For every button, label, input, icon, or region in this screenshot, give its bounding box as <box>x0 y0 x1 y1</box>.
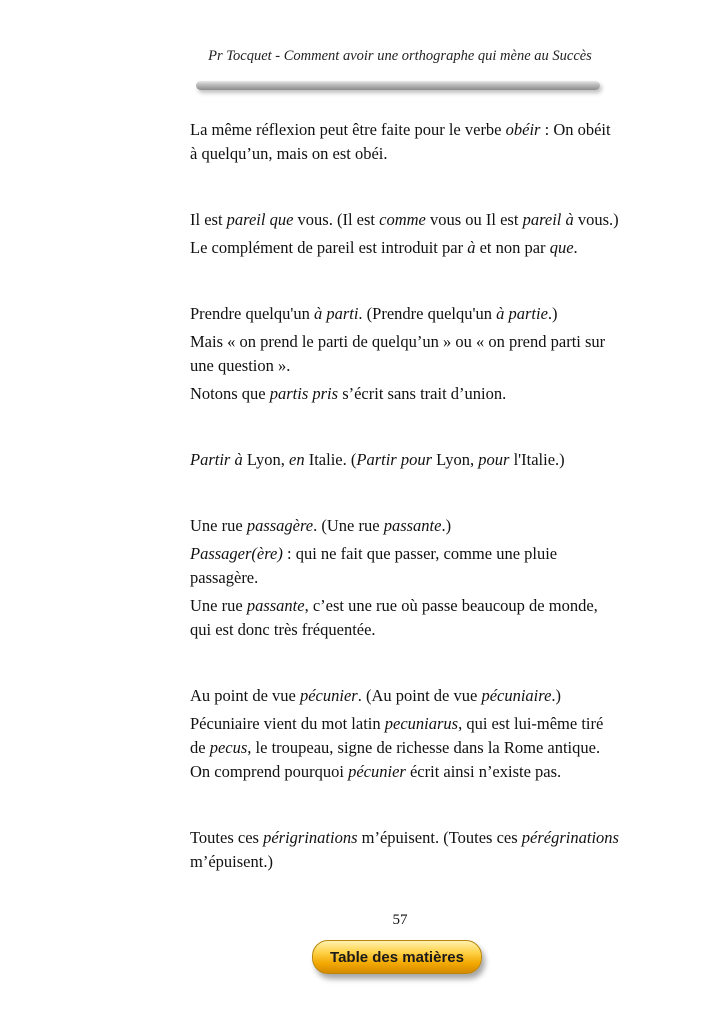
page-header <box>192 48 608 90</box>
text-run: .) <box>547 304 558 323</box>
text-run: Il est <box>190 210 227 229</box>
italic-term: pareil à <box>522 210 574 229</box>
paragraph-block <box>190 302 622 406</box>
italic-term: pecus <box>209 738 248 757</box>
text-run: . (Une rue <box>313 516 384 535</box>
italic-term: passagère <box>246 516 314 535</box>
paragraph-line <box>190 236 622 260</box>
italic-term: que <box>549 238 574 257</box>
text-run: Pécuniaire vient du mot latin <box>190 714 385 733</box>
italic-term: pareil que <box>226 210 294 229</box>
italic-term: comme <box>379 210 426 229</box>
paragraph-line <box>190 302 622 326</box>
paragraph-block <box>190 208 622 260</box>
text-run: m’épuisent. (Toutes ces <box>357 828 522 847</box>
paragraph-line <box>190 330 622 378</box>
toc-button-label: Table des matières <box>330 948 464 966</box>
paragraph-line <box>190 208 622 232</box>
italic-term: Partir à <box>190 450 243 469</box>
italic-term: à parti <box>313 304 359 323</box>
paragraph-line <box>190 542 622 590</box>
main-content <box>190 118 622 874</box>
paragraph-gap <box>190 166 622 208</box>
paragraph-gap <box>190 784 622 826</box>
paragraph-line <box>190 382 622 406</box>
paragraph-gap <box>190 406 622 448</box>
header-title: Pr Tocquet - Comment avoir une orthographe qui mène au Succès <box>208 48 592 64</box>
text-run: : On obéit à quelqu’un, mais on est obéi. <box>190 120 611 163</box>
text-run: .) <box>551 686 562 705</box>
italic-term: Passager(ère) <box>190 544 283 563</box>
italic-term: passante <box>383 516 442 535</box>
paragraph-line <box>190 712 622 784</box>
text-run: Notons que <box>190 384 270 403</box>
italic-term: pécunier <box>348 762 406 781</box>
paragraph-line <box>190 594 622 642</box>
paragraph-gap <box>190 260 622 302</box>
text-run: . (Au point de vue <box>357 686 482 705</box>
table-of-contents-button[interactable] <box>312 940 482 974</box>
text-run: : qui ne fait que passer, comme une pluie passagère. <box>190 544 558 587</box>
text-run: Au point de vue <box>190 686 300 705</box>
paragraph-line <box>190 826 622 874</box>
paragraph-line <box>190 448 622 472</box>
italic-term: pécunier <box>299 686 358 705</box>
text-run: l'Italie.) <box>509 450 565 469</box>
text-run: Une rue <box>190 516 247 535</box>
paragraph-line <box>190 684 622 708</box>
italic-term: en <box>289 450 305 469</box>
text-run: Le complément de pareil est introduit par <box>190 238 468 257</box>
text-run: Italie. ( <box>304 450 357 469</box>
italic-term: pour <box>478 450 510 469</box>
text-run: Prendre quelqu'un <box>190 304 314 323</box>
italic-term: obéir <box>505 120 541 139</box>
page-number: 57 <box>392 912 408 928</box>
text-run: Lyon, <box>242 450 290 469</box>
text-run: vous. (Il est <box>293 210 380 229</box>
italic-term: à partie <box>496 304 548 323</box>
text-run: et non par <box>475 238 550 257</box>
page-number-wrap <box>0 912 728 929</box>
text-run: Lyon, <box>432 450 479 469</box>
text-run: vous ou Il est <box>425 210 523 229</box>
italic-term: pecuniarus <box>384 714 459 733</box>
paragraph-block <box>190 118 622 166</box>
text-run: . <box>573 238 578 257</box>
italic-term: Partir pour <box>356 450 432 469</box>
paragraph-gap <box>190 472 622 514</box>
text-run: Une rue <box>190 596 247 615</box>
paragraph-block <box>190 448 622 472</box>
text-run: , c’est une rue où passe beaucoup de monde, qui est donc très fréquentée. <box>190 596 598 639</box>
header-divider-bar <box>196 81 600 90</box>
paragraph-block <box>190 826 622 874</box>
italic-term: partis pris <box>269 384 339 403</box>
text-run: , qui est lui-même tiré de <box>190 714 604 757</box>
text-run: .) <box>441 516 452 535</box>
italic-term: périgrinations <box>263 828 358 847</box>
paragraph-block <box>190 684 622 784</box>
italic-term: pérégrinations <box>521 828 619 847</box>
italic-term: pécuniaire <box>481 686 552 705</box>
text-run: Toutes ces <box>190 828 264 847</box>
text-run: . (Prendre quelqu'un <box>358 304 497 323</box>
text-run: s’écrit sans trait d’union. <box>338 384 507 403</box>
text-run: écrit ainsi n’existe pas. <box>405 762 562 781</box>
italic-term: à <box>467 238 476 257</box>
text-run: vous.) <box>573 210 619 229</box>
italic-term: passante <box>246 596 305 615</box>
text-run: , le troupeau, signe de richesse dans la Rome antique. On comprend pourquoi <box>190 738 601 781</box>
text-run: m’épuisent.) <box>190 852 273 871</box>
text-run: Mais « on prend le parti de quelqu’un » ou « on prend parti sur une question ». <box>190 332 606 375</box>
paragraph-gap <box>190 642 622 684</box>
text-run: La même réflexion peut être faite pour le verbe <box>190 120 506 139</box>
paragraph-line <box>190 118 622 166</box>
paragraph-block <box>190 514 622 642</box>
paragraph-line <box>190 514 622 538</box>
